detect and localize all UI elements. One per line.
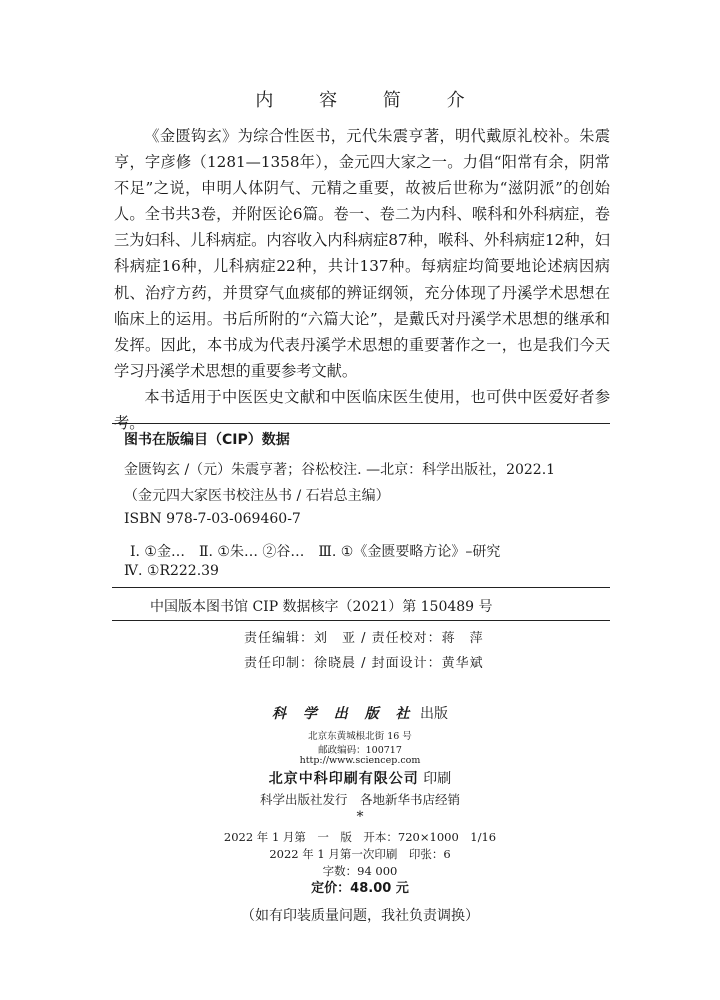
edition-line: 2022 年 1 月第 一 版 开本：720×1000 1/16 <box>223 830 497 844</box>
printer-suffix: 印刷 <box>423 771 452 787</box>
publisher-postcode: 邮政编码：100717 <box>318 745 402 756</box>
intro-paragraph-2: 本书适用于中医医史文献和中医临床医生使用，也可供中医爱好者参考。 <box>114 387 610 433</box>
price-line: 定价：48.00 元 <box>311 881 409 896</box>
publisher-line <box>0 703 720 723</box>
cip-bottom-divider <box>112 620 610 621</box>
impression-line: 2022 年 1 月第一次印刷 印张：6 <box>269 847 451 861</box>
publisher-name: 科 学 出 版 社 <box>272 706 416 722</box>
introduction <box>114 123 610 436</box>
distribution-line: 科学出版社发行 各地新华书店经销 <box>259 792 460 807</box>
word-count-line: 字数：94 000 <box>322 864 398 878</box>
page-title: 内 容 简 介 <box>255 90 485 111</box>
printer-name: 北京中科印刷有限公司 <box>268 771 419 787</box>
intro-paragraph-1: 《金匮钩玄》为综合性医书，元代朱震亨著，明代戴原礼校补。朱震亨，字彦修（1281—1358年），金元四大家之一。力倡“阳常有余，阴常不足”之说，申明人体阴气、元精之重要，故被后世称为“滋阴派”的创始人。全书共3卷，并附医论6篇。卷一、卷二为内科、喉科和外科病症，卷三为妇科、儿科病症。内容收入内科病症87种，喉科、外科病症12种，妇科病症16种，儿科病症22种，共计137种。每病症均简要地论述病因病机、治疗方药，并贯穿气血痰郁的辨证纲领，充分体现了丹溪学术思想在临床上的运用。书后所附的“六篇大论”，是戴氏对丹溪学术思想的继承和发挥。因此，本书成为代表丹溪学术思想的重要著作之一，也是我们今天学习丹溪学术思想的重要参考文献。 <box>114 127 610 380</box>
cip-heading: 图书在版编目（CIP）数据 <box>124 432 290 448</box>
publisher-url: http://www.sciencep.com <box>299 755 421 766</box>
publisher-address: 北京东黄城根北街 16 号 <box>308 731 412 742</box>
cip-record-number: 中国版本图书馆 CIP 数据核字（2021）第 150489 号 <box>150 599 493 615</box>
cip-bibliographic-line: 金匮钩玄 /（元）朱震亨著；谷松校注. —北京：科学出版社，2022.1 <box>124 462 556 478</box>
cip-isbn: ISBN 978-7-03-069460-7 <box>124 511 301 527</box>
cip-classification: Ⅰ. ①金… Ⅱ. ①朱… ②谷… Ⅲ. ①《金匮要略方论》–研究 <box>130 544 501 560</box>
cip-top-divider <box>112 423 610 424</box>
separator-asterisk: * <box>356 809 364 825</box>
cip-middle-divider <box>112 587 610 588</box>
cip-series-line: （金元四大家医书校注丛书 / 石岩总主编） <box>124 488 390 504</box>
cip-classification-continued: Ⅳ. ①R222.39 <box>124 563 219 579</box>
printer-line <box>0 768 720 788</box>
publisher-suffix: 出版 <box>419 706 448 722</box>
quality-note: （如有印装质量问题，我社负责调换） <box>241 908 479 924</box>
editorial-staff-line-2: 责任印制：徐晓晨 / 封面设计：黄华斌 <box>244 656 484 671</box>
editorial-staff-line-1: 责任编辑：刘 亚 / 责任校对：蒋 萍 <box>244 631 484 646</box>
